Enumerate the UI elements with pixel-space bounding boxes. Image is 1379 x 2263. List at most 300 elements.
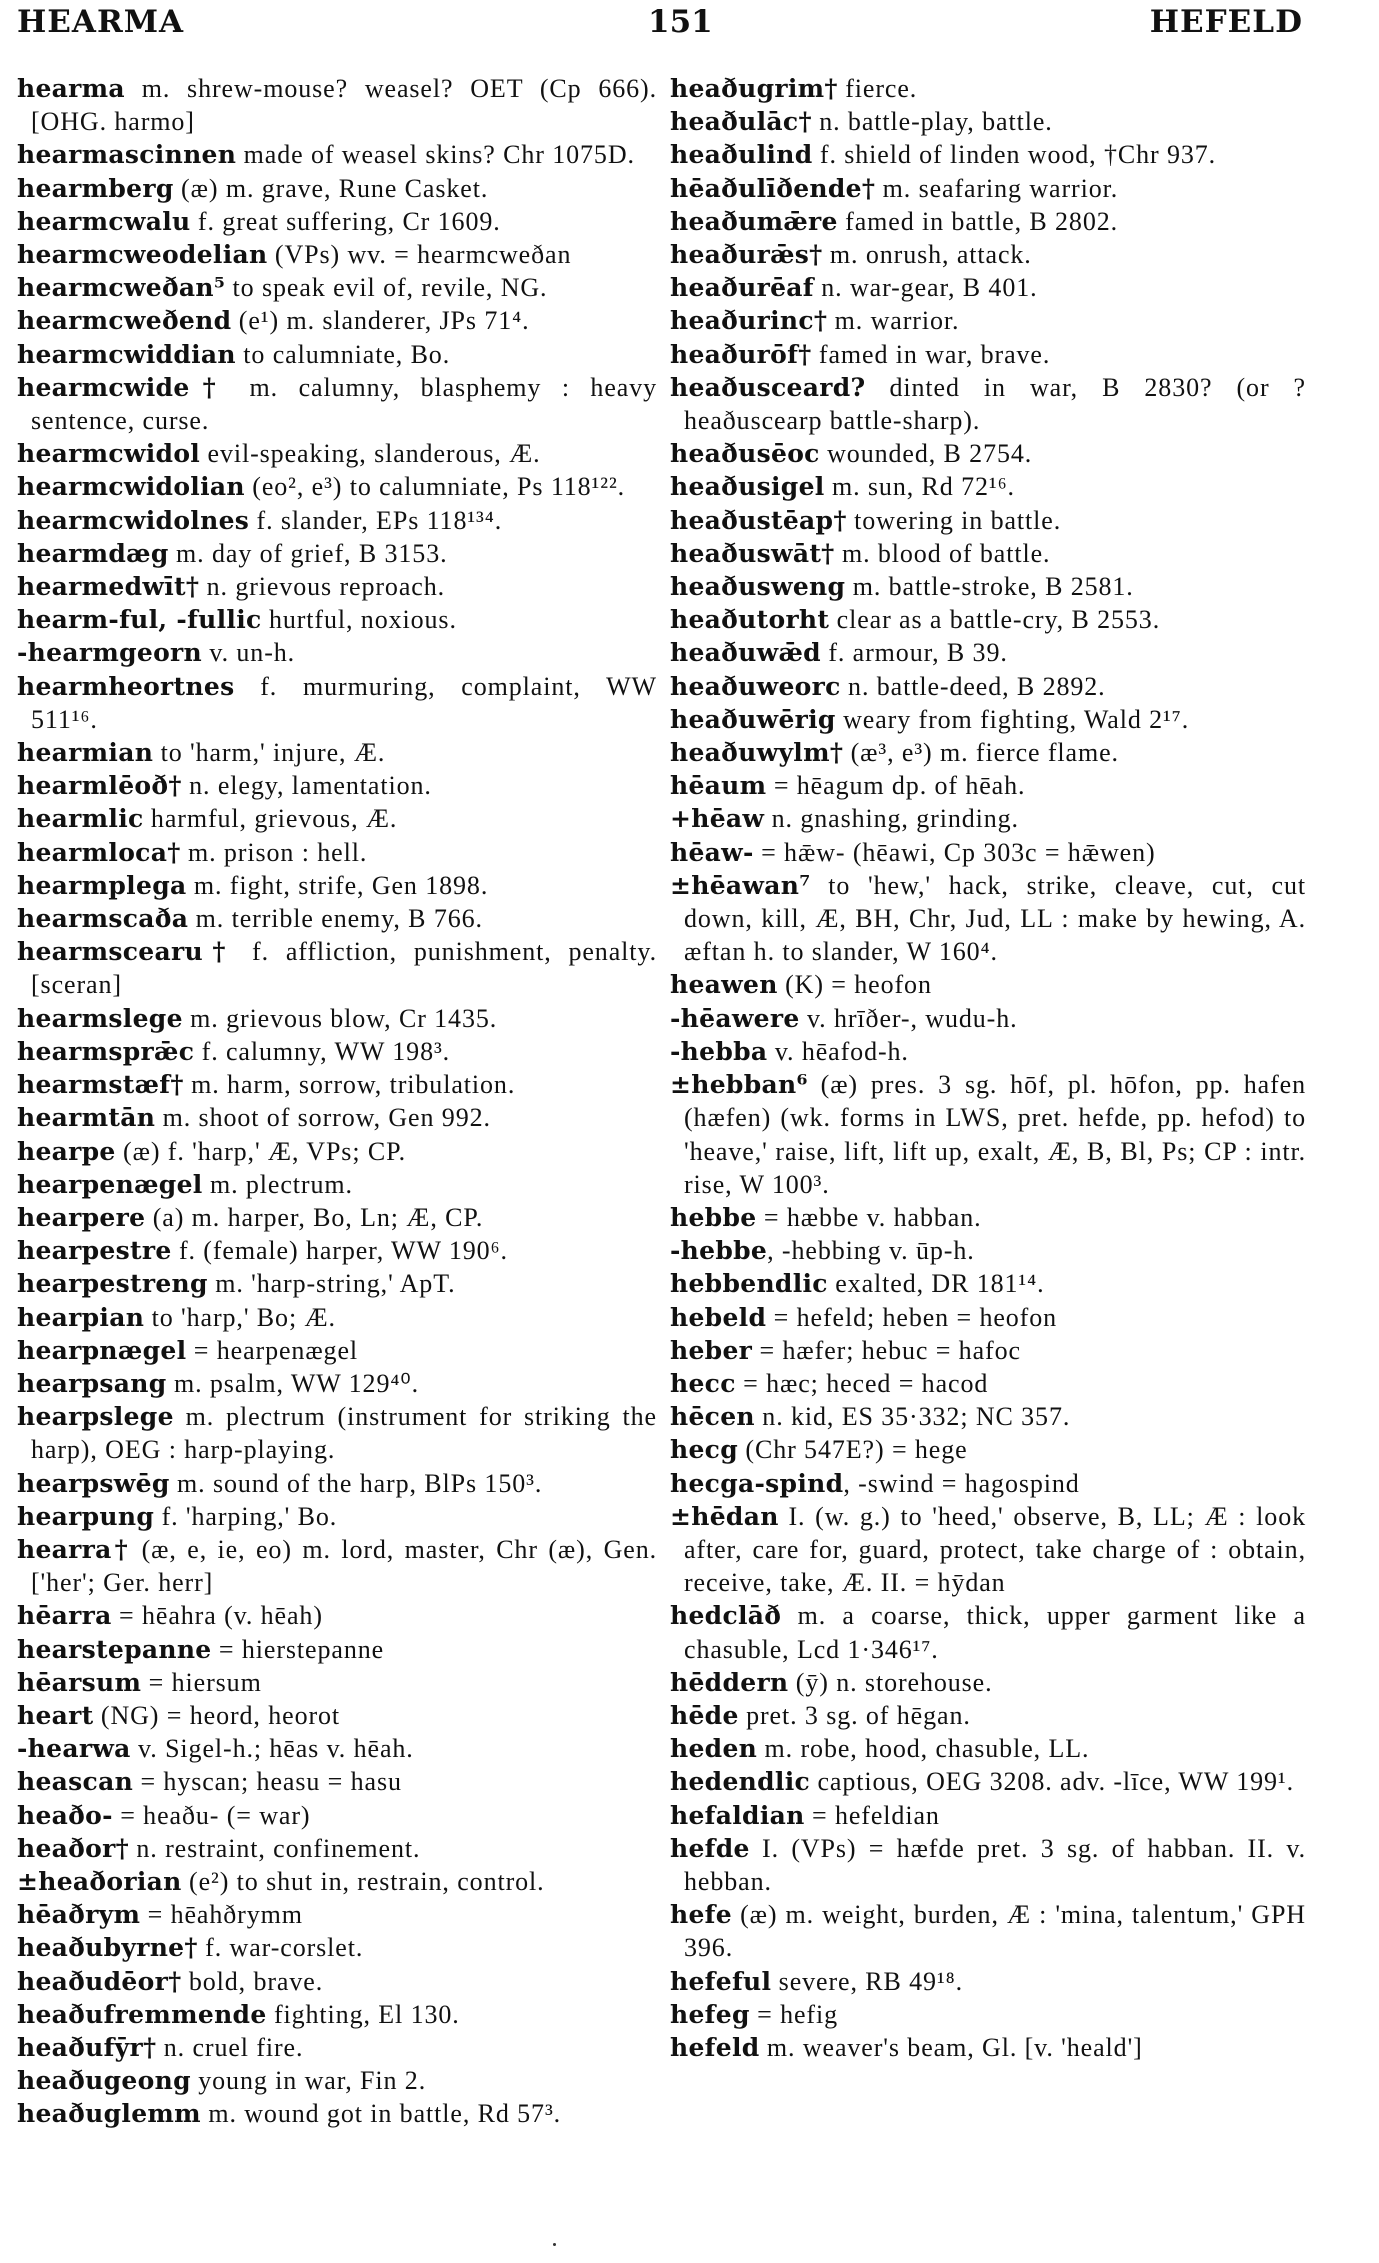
header-first-word: HEARMA: [17, 4, 185, 40]
headword: hearmcwidolian: [17, 472, 245, 502]
definition: wounded, B 2754.: [819, 439, 1033, 469]
headword: hedclāð: [670, 1601, 782, 1631]
definition: m. sound of the harp, BlPs 150³.: [169, 1468, 543, 1498]
dictionary-entry: [670, 1599, 1306, 1665]
page-number: 151: [648, 4, 713, 40]
headword: heaðugeong: [17, 2066, 191, 2096]
definition: v. Sigel-h.; hēas v. hēah.: [130, 1734, 414, 1764]
definition: = hēagum dp. of hēah.: [766, 771, 1026, 801]
headword: heaðubyrne†: [17, 1933, 198, 1963]
headword: ±hēawan⁷: [670, 870, 811, 900]
headword: hearmloca†: [17, 837, 181, 867]
definition: = hyscan; heasu = hasu: [133, 1767, 402, 1797]
dictionary-entry: [670, 1500, 1306, 1600]
definition: m. sun, Rd 72¹⁶.: [824, 472, 1015, 502]
dictionary-entry: [17, 205, 657, 238]
headword: hēaðrym: [17, 1900, 141, 1930]
headword: hefeg: [670, 1999, 750, 2029]
headword: hearpslege: [17, 1402, 174, 1432]
definition: famed in battle, B 2802.: [837, 206, 1119, 236]
header-last-word: HEFELD: [1149, 4, 1303, 40]
running-header: [0, 4, 1379, 48]
headword: hearmscaða: [17, 904, 189, 934]
definition: f. murmuring, complaint, WW 511¹⁶.: [31, 671, 657, 734]
dictionary-entry: [17, 537, 657, 570]
definition: = hæbbe v. habban.: [756, 1202, 982, 1232]
dictionary-entry: [670, 1367, 1306, 1400]
dictionary-entry: [670, 736, 1306, 769]
headword: hebbendlic: [670, 1269, 828, 1299]
headword: -hēawere: [670, 1003, 800, 1033]
dictionary-entry: [17, 1998, 657, 2031]
definition: n. restraint, confinement.: [128, 1833, 421, 1863]
headword: ±hēdan: [670, 1501, 779, 1531]
definition: n. grievous reproach.: [199, 572, 446, 602]
headword: heaðufȳr†: [17, 2032, 157, 2062]
definition: m. battle-stroke, B 2581.: [845, 572, 1134, 602]
headword: hēaðulīðende†: [670, 173, 876, 203]
dictionary-entry: [17, 371, 657, 437]
definition: f. slander, EPs 118¹³⁴.: [249, 505, 503, 535]
dictionary-entry: [670, 1234, 1306, 1267]
headword: hēaum: [670, 771, 767, 801]
definition: (æ³, e³) m. fierce flame.: [843, 738, 1119, 768]
headword: hearpere: [17, 1202, 146, 1232]
definition: m. prison : hell.: [180, 837, 368, 867]
headword: hearpenægel: [17, 1169, 203, 1199]
headword: ±heaðorian: [17, 1866, 182, 1896]
headword: hearmslege: [17, 1003, 183, 1033]
dictionary-entry: [17, 138, 657, 171]
dictionary-entry: [17, 1965, 657, 1998]
headword: heascan: [17, 1767, 134, 1797]
headword: hearra†: [17, 1534, 132, 1564]
definition: = hefeldian: [804, 1800, 940, 1830]
definition: to 'hew,' hack, strike, cleave, cut, cut down, kill, Æ, BH, Chr, Jud, LL : make by hewing, A. æftan h. to slander, W 160⁴.: [684, 870, 1306, 967]
headword: hearpung: [17, 1501, 155, 1531]
dictionary-entry: [17, 504, 657, 537]
dictionary-entry: [670, 703, 1306, 736]
dictionary-entry: [17, 1699, 657, 1732]
headword: hēaw-: [670, 837, 754, 867]
headword: -hebbe: [670, 1236, 768, 1266]
definition: (ȳ) n. storehouse.: [788, 1667, 993, 1697]
definition: f. 'harping,' Bo.: [154, 1501, 338, 1531]
definition: made of weasel skins? Chr 1075D.: [236, 140, 635, 170]
definition: v. un-h.: [202, 638, 296, 668]
headword: heaðurēaf: [670, 273, 814, 303]
headword: hearstepanne: [17, 1634, 212, 1664]
dictionary-entry: [670, 1334, 1306, 1367]
definition: (æ) m. grave, Rune Casket.: [173, 173, 489, 203]
headword: -hebba: [670, 1036, 768, 1066]
dictionary-entry: [17, 1267, 657, 1300]
headword: -hearmgeorn: [17, 638, 202, 668]
dictionary-entry: [670, 1965, 1306, 1998]
headword: hearmcwidolnes: [17, 505, 250, 535]
definition: f. affliction, punishment, penalty. [sceran]: [31, 937, 657, 1000]
definition: = hæc; heced = hacod: [735, 1368, 989, 1398]
dictionary-entry: [17, 338, 657, 371]
dictionary-entry: [670, 670, 1306, 703]
dictionary-entry: [17, 1533, 657, 1599]
headword: heaðuwǣd: [670, 638, 821, 668]
definition: m. seafaring warrior.: [875, 173, 1119, 203]
definition: m. plectrum.: [202, 1169, 353, 1199]
headword: heaðurinc†: [670, 306, 828, 336]
dictionary-entry: [670, 371, 1306, 437]
dictionary-entry: [17, 437, 657, 470]
definition: m. a coarse, thick, upper garment like a chasuble, Lcd 1·346¹⁷.: [684, 1601, 1306, 1664]
headword: hearpian: [17, 1302, 145, 1332]
dictionary-entry: [670, 570, 1306, 603]
headword: heaðo-: [17, 1800, 113, 1830]
dictionary-entry: [670, 869, 1306, 969]
headword: hearmberg: [17, 173, 174, 203]
definition: (e¹) m. slanderer, JPs 71⁴.: [231, 306, 530, 336]
dictionary-entry: [670, 802, 1306, 835]
definition: m. shoot of sorrow, Gen 992.: [155, 1103, 491, 1133]
definition: m. plectrum (instrument for striking the harp), OEG : harp-playing.: [31, 1402, 657, 1465]
headword: heber: [670, 1335, 753, 1365]
headword: hearmsprǣc: [17, 1036, 195, 1066]
definition: exalted, DR 181¹⁴.: [827, 1269, 1045, 1299]
dictionary-entry: [17, 1865, 657, 1898]
definition: (Chr 547E?) = hege: [738, 1435, 968, 1465]
definition: m. robe, hood, chasuble, LL.: [757, 1734, 1090, 1764]
dictionary-entry: [670, 1898, 1306, 1964]
headword: hearmascinnen: [17, 140, 237, 170]
dictionary-entry: [17, 836, 657, 869]
headword: hefeld: [670, 2032, 760, 2062]
definition: m. day of grief, B 3153.: [168, 538, 448, 568]
dictionary-entry: [17, 1334, 657, 1367]
headword: heaðustēap†: [670, 505, 847, 535]
dictionary-entry: [17, 670, 657, 736]
headword: hebeld: [670, 1302, 767, 1332]
headword: heaðulind: [670, 140, 813, 170]
definition: v. hēafod-h.: [767, 1036, 909, 1066]
dictionary-entry: [670, 504, 1306, 537]
headword: hēde: [670, 1700, 739, 1730]
definition: , -hebbing v. ūp-h.: [767, 1236, 975, 1266]
dictionary-entry: [17, 869, 657, 902]
headword: hearmcweodelian: [17, 240, 268, 270]
definition: = hearpenægel: [186, 1335, 359, 1365]
headword: +hēaw: [670, 804, 765, 834]
headword: hearmcweðan⁵: [17, 273, 226, 303]
dictionary-entry: [670, 769, 1306, 802]
headword: heaðutorht: [670, 605, 830, 635]
definition: = hæfer; hebuc = hafoc: [752, 1335, 1021, 1365]
definition: = hēahra (v. hēah): [111, 1601, 323, 1631]
definition: m. grievous blow, Cr 1435.: [182, 1003, 498, 1033]
headword: hēarra: [17, 1601, 112, 1631]
dictionary-entry: [17, 2064, 657, 2097]
headword: heaðufremmende: [17, 1999, 267, 2029]
definition: (K) = heofon: [777, 970, 932, 1000]
headword: hearmcwiddian: [17, 339, 236, 369]
dictionary-entry: [17, 2031, 657, 2064]
dictionary-entry: [17, 1898, 657, 1931]
dictionary-entry: [670, 470, 1306, 503]
dictionary-entry: [670, 1666, 1306, 1699]
definition: f. armour, B 39.: [820, 638, 1008, 668]
definition: m. fight, strife, Gen 1898.: [186, 870, 489, 900]
headword: hearpestreng: [17, 1269, 208, 1299]
headword: hearm-ful, -fullic: [17, 605, 262, 635]
headword: heden: [670, 1734, 758, 1764]
dictionary-entry: [17, 1765, 657, 1798]
dictionary-entry: [670, 1998, 1306, 2031]
headword: hearpestre: [17, 1236, 172, 1266]
definition: = hefeld; heben = heofon: [766, 1302, 1058, 1332]
dictionary-entry: [670, 172, 1306, 205]
headword: hearmplega: [17, 870, 187, 900]
definition: m. 'harp-string,' ApT.: [207, 1269, 456, 1299]
definition: I. (VPs) = hæfde pret. 3 sg. of habban. II. v. hebban.: [684, 1833, 1306, 1896]
definition: fighting, El 130.: [266, 1999, 460, 2029]
definition: = hierstepanne: [211, 1634, 385, 1664]
dictionary-entry: [17, 802, 657, 835]
definition: (a) m. harper, Bo, Ln; Æ, CP.: [145, 1202, 484, 1232]
headword: hearpswēg: [17, 1468, 170, 1498]
dictionary-entry: [17, 902, 657, 935]
definition: v. hrīðer-, wudu-h.: [799, 1003, 1018, 1033]
headword: heaðusceard?: [670, 372, 866, 402]
definition: fierce.: [837, 74, 918, 103]
headword: hearpe: [17, 1136, 116, 1166]
dictionary-entry: [17, 1068, 657, 1101]
headword: hebbe: [670, 1202, 757, 1232]
dictionary-entry: [17, 1400, 657, 1466]
dictionary-entry: [17, 736, 657, 769]
definition: famed in war, brave.: [811, 339, 1051, 369]
headword: heaðurōf†: [670, 339, 812, 369]
headword: hearmlēoð†: [17, 771, 182, 801]
headword: hefeful: [670, 1966, 772, 1996]
headword: hearmcwide†: [17, 372, 230, 402]
definition: f. war-corslet.: [197, 1933, 364, 1963]
dictionary-entry: [17, 603, 657, 636]
definition: towering in battle.: [846, 505, 1062, 535]
dictionary-entry: [670, 537, 1306, 570]
dictionary-entry: [17, 935, 657, 1001]
definition: = hefig: [749, 1999, 839, 2029]
dictionary-entry: [17, 470, 657, 503]
dictionary-entry: [670, 1400, 1306, 1433]
dictionary-entry: [17, 1666, 657, 1699]
headword: heaðor†: [17, 1833, 129, 1863]
definition: n. war-gear, B 401.: [813, 273, 1038, 303]
definition: m. onrush, attack.: [822, 240, 1032, 270]
dictionary-entry: [17, 1799, 657, 1832]
dictionary-entry: [17, 1633, 657, 1666]
definition: m. weaver's beam, Gl. [v. 'heald']: [759, 2032, 1143, 2062]
headword: hecga-spind: [670, 1468, 844, 1498]
definition: , -swind = hagospind: [843, 1468, 1080, 1498]
headword: hearmcwidol: [17, 439, 201, 469]
dictionary-entry: [17, 1301, 657, 1334]
headword: hēcen: [670, 1402, 755, 1432]
dictionary-entry: [17, 1832, 657, 1865]
headword: hēarsum: [17, 1667, 142, 1697]
definition: = hēahðrymm: [140, 1900, 303, 1930]
dictionary-entry: [17, 238, 657, 271]
headword: heart: [17, 1700, 94, 1730]
headword: heaðuweorc: [670, 671, 841, 701]
definition: m. shrew-mouse? weasel? OET (Cp 666). [OHG. harmo]: [31, 74, 657, 137]
definition: n. gnashing, grinding.: [764, 804, 1019, 834]
headword: heaðusēoc: [670, 439, 820, 469]
dictionary-entry: [670, 238, 1306, 271]
dictionary-entry: [670, 1732, 1306, 1765]
dictionary-entry: [670, 1699, 1306, 1732]
definition: weary from fighting, Wald 2¹⁷.: [835, 704, 1190, 734]
headword: hecg: [670, 1435, 738, 1465]
dictionary-entry: [17, 1201, 657, 1234]
dictionary-entry: [670, 1201, 1306, 1234]
definition: n. battle-deed, B 2892.: [840, 671, 1106, 701]
definition: m. harm, sorrow, tribulation.: [183, 1070, 516, 1100]
definition: f. shield of linden wood, †Chr 937.: [812, 140, 1217, 170]
dictionary-entry: [17, 1500, 657, 1533]
definition: evil-speaking, slanderous, Æ.: [200, 439, 541, 469]
definition: (eo², e³) to calumniate, Ps 118¹²².: [244, 472, 626, 502]
definition: f. (female) harper, WW 190⁶.: [171, 1236, 508, 1266]
definition: bold, brave.: [181, 1966, 324, 1996]
definition: to 'harp,' Bo; Æ.: [144, 1302, 336, 1332]
dictionary-entry: [17, 1101, 657, 1134]
dictionary-entry: [17, 1035, 657, 1068]
definition: n. kid, ES 35·332; NC 357.: [754, 1402, 1071, 1432]
definition: m. terrible enemy, B 766.: [188, 904, 483, 934]
definition: (NG) = heord, heorot: [93, 1700, 341, 1730]
headword: heaðudēor†: [17, 1966, 182, 1996]
definition: severe, RB 49¹⁸.: [771, 1966, 964, 1996]
dictionary-entry: [17, 304, 657, 337]
dictionary-entry: [670, 437, 1306, 470]
dictionary-entry: [670, 1068, 1306, 1201]
definition: m. psalm, WW 129⁴⁰.: [166, 1368, 420, 1398]
definition: (æ) pres. 3 sg. hōf, pl. hōfon, pp. hafen (hæfen) (wk. forms in LWS, pret. hefde, pp. hefod) to 'heave,' raise, lift, lift up, exalt, Æ, B, Bl, Ps; CP : intr. rise, W 100³.: [684, 1070, 1306, 1199]
dictionary-entry: [670, 1799, 1306, 1832]
dictionary-entry: [17, 570, 657, 603]
definition: m. calumny, blasphemy : heavy sentence, curse.: [31, 372, 658, 436]
definition: m. blood of battle.: [834, 538, 1051, 568]
dictionary-entry: [670, 836, 1306, 869]
headword: heaðugrim†: [670, 74, 838, 103]
headword: hearma: [17, 74, 125, 103]
definition: n. cruel fire.: [156, 2032, 304, 2062]
headword: hearmdæg: [17, 538, 169, 568]
headword: hearpnægel: [17, 1335, 187, 1365]
dictionary-entry: [17, 1931, 657, 1964]
definition: captious, OEG 3208. adv. -līce, WW 199¹.: [810, 1767, 1294, 1797]
dictionary-entry: [670, 2031, 1306, 2064]
headword: hecc: [670, 1368, 736, 1398]
definition: clear as a battle-cry, B 2553.: [829, 605, 1161, 635]
definition: m. warrior.: [827, 306, 960, 336]
dictionary-entry: [670, 603, 1306, 636]
headword: heaðuswāt†: [670, 538, 835, 568]
headword: heaðuglemm: [17, 2099, 201, 2129]
dictionary-entry: [670, 1002, 1306, 1035]
dictionary-entry: [670, 105, 1306, 138]
definition: to 'harm,' injure, Æ.: [153, 738, 386, 768]
dictionary-entry: [17, 1732, 657, 1765]
dictionary-entry: [670, 138, 1306, 171]
dictionary-entry: [670, 1035, 1306, 1068]
headword: heawen: [670, 970, 778, 1000]
headword: ±hebban⁶: [670, 1070, 808, 1100]
headword: hearpsang: [17, 1368, 167, 1398]
definition: f. great suffering, Cr 1609.: [190, 206, 501, 236]
dictionary-entry: [17, 1135, 657, 1168]
definition: n. battle-play, battle.: [811, 107, 1053, 137]
dictionary-entry: [670, 1267, 1306, 1300]
definition: to speak evil of, revile, NG.: [225, 273, 548, 303]
dictionary-entry: [670, 304, 1306, 337]
headword: hearmtān: [17, 1103, 156, 1133]
headword: -hearwa: [17, 1734, 131, 1764]
dictionary-entry: [670, 1467, 1306, 1500]
definition: (æ) m. weight, burden, Æ : 'mina, talentum,' GPH 396.: [684, 1900, 1306, 1963]
definition: hurtful, noxious.: [261, 605, 457, 635]
definition: = heaðu- (= war): [112, 1800, 311, 1830]
dictionary-entry: [670, 72, 1306, 105]
headword: heaðuwērig: [670, 704, 836, 734]
dictionary-entry: [17, 1234, 657, 1267]
headword: hearmian: [17, 738, 154, 768]
definition: (VPs) wv. = hearmcweðan: [267, 240, 572, 270]
headword: hearmcweðend: [17, 306, 232, 336]
definition: f. calumny, WW 198³.: [194, 1036, 451, 1066]
dictionary-entry: [17, 72, 657, 138]
definition: dinted in war, B 2830? (or ? heaðuscearp battle-sharp).: [684, 372, 1306, 436]
headword: heaðurǣs†: [670, 240, 823, 270]
dictionary-entry: [670, 1301, 1306, 1334]
dictionary-entry: [670, 205, 1306, 238]
dictionary-entry: [17, 2097, 657, 2130]
left-column: [17, 72, 657, 2131]
definition: (æ) f. 'harp,' Æ, VPs; CP.: [115, 1136, 406, 1166]
dictionary-entry: [17, 1168, 657, 1201]
definition: (æ, e, ie, eo) m. lord, master, Chr (æ), Gen. ['her'; Ger. herr]: [31, 1534, 657, 1598]
headword: heaðusweng: [670, 572, 846, 602]
definition: I. (w. g.) to 'heed,' observe, B, LL; Æ : look after, care for, guard, protect, take charge of : obtain, receive, take, Æ. II. = hȳdan: [684, 1501, 1306, 1598]
right-column: [670, 72, 1306, 2064]
printer-mark: [553, 2243, 556, 2246]
headword: heaðusigel: [670, 472, 825, 502]
headword: hefaldian: [670, 1800, 805, 1830]
dictionary-entry: [17, 769, 657, 802]
dictionary-entry: [17, 1367, 657, 1400]
headword: hearmstæf†: [17, 1070, 184, 1100]
dictionary-entry: [17, 1467, 657, 1500]
dictionary-entry: [670, 1765, 1306, 1798]
headword: heaðuwylm†: [670, 738, 844, 768]
dictionary-entry: [670, 968, 1306, 1001]
definition: = hǣw- (hēawi, Cp 303c = hǣwen): [753, 837, 1156, 867]
headword: heaðulāc†: [670, 107, 812, 137]
dictionary-entry: [670, 271, 1306, 304]
dictionary-entry: [17, 172, 657, 205]
headword: hearmcwalu: [17, 206, 191, 236]
definition: m. wound got in battle, Rd 57³.: [200, 2099, 562, 2129]
dictionary-entry: [17, 1002, 657, 1035]
headword: hearmlic: [17, 804, 144, 834]
